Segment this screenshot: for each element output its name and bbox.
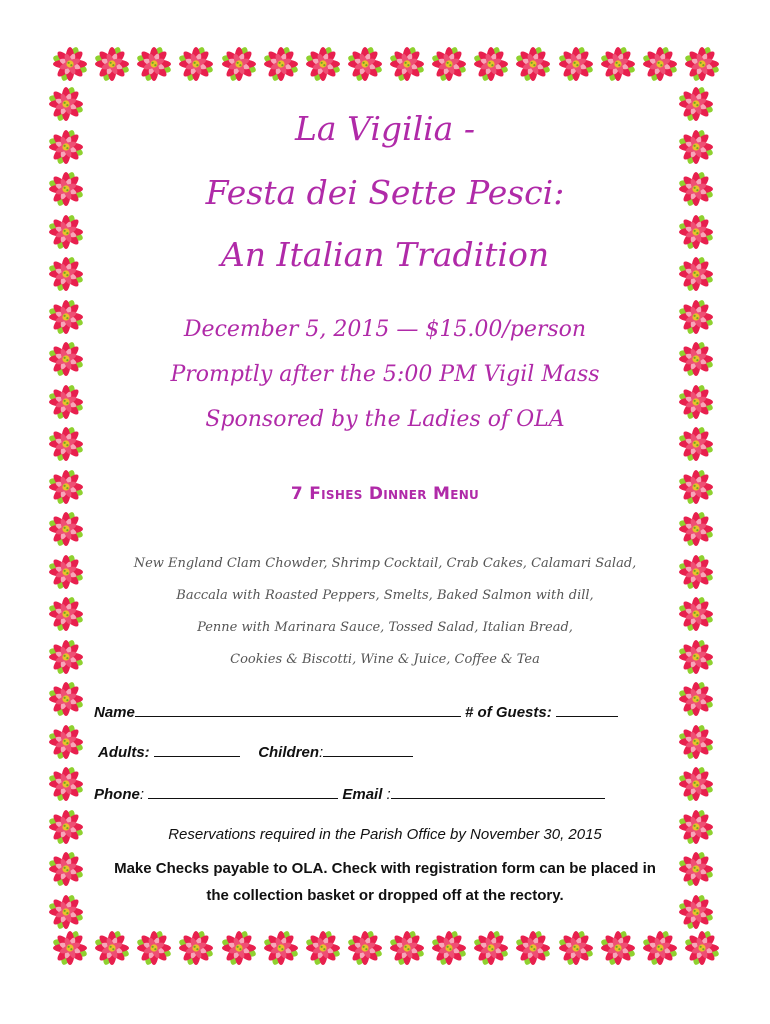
poinsettia-icon bbox=[387, 928, 427, 968]
event-date-price: December 5, 2015 — $15.00/person bbox=[183, 317, 587, 342]
poinsettia-icon bbox=[676, 212, 716, 252]
poinsettia-icon bbox=[46, 297, 86, 337]
poinsettia-icon bbox=[676, 424, 716, 464]
title-line-1: La Vigilia - bbox=[295, 109, 475, 148]
flyer-content bbox=[92, 92, 678, 926]
poinsettia-icon bbox=[46, 892, 86, 932]
poinsettia-icon bbox=[46, 849, 86, 889]
poinsettia-icon bbox=[387, 44, 427, 84]
poinsettia-icon bbox=[176, 928, 216, 968]
poinsettia-icon bbox=[46, 84, 86, 124]
poinsettia-icon bbox=[676, 892, 716, 932]
poinsettia-icon bbox=[676, 84, 716, 124]
children-field[interactable] bbox=[323, 744, 413, 757]
poinsettia-icon bbox=[513, 928, 553, 968]
poinsettia-icon bbox=[46, 169, 86, 209]
menu-heading: 7 Fishes Dinner Menu bbox=[290, 484, 480, 504]
name-label: Name bbox=[94, 704, 135, 721]
border-left bbox=[46, 84, 92, 932]
guests-field[interactable] bbox=[556, 704, 618, 717]
poinsettia-icon bbox=[303, 928, 343, 968]
poinsettia-icon bbox=[676, 722, 716, 762]
payment-note-line-2: the collection basket or dropped off at the rectory. bbox=[206, 887, 564, 904]
poinsettia-icon bbox=[134, 44, 174, 84]
poinsettia-icon bbox=[676, 127, 716, 167]
reservation-note: Reservations required in the Parish Office by November 30, 2015 bbox=[168, 826, 602, 843]
name-guests-row bbox=[94, 704, 618, 721]
title-line-2: Festa dei Sette Pesci: bbox=[205, 173, 565, 212]
poinsettia-icon bbox=[676, 254, 716, 294]
poinsettia-icon bbox=[50, 928, 90, 968]
poinsettia-icon bbox=[471, 44, 511, 84]
poinsettia-icon bbox=[46, 552, 86, 592]
poinsettia-icon bbox=[219, 928, 259, 968]
poinsettia-icon bbox=[261, 928, 301, 968]
adults-field[interactable] bbox=[154, 744, 240, 757]
email-field[interactable] bbox=[391, 786, 605, 799]
name-field[interactable] bbox=[135, 704, 461, 717]
event-sponsor: Sponsored by the Ladies of OLA bbox=[205, 407, 565, 432]
poinsettia-icon bbox=[682, 44, 722, 84]
poinsettia-icon bbox=[46, 254, 86, 294]
border-bottom bbox=[50, 928, 722, 974]
poinsettia-icon bbox=[676, 297, 716, 337]
poinsettia-icon bbox=[50, 44, 90, 84]
poinsettia-icon bbox=[640, 928, 680, 968]
phone-field[interactable] bbox=[148, 786, 338, 799]
poinsettia-icon bbox=[676, 679, 716, 719]
poinsettia-icon bbox=[429, 44, 469, 84]
poinsettia-icon bbox=[46, 807, 86, 847]
phone-email-row: Phone: Email : bbox=[94, 786, 605, 803]
poinsettia-icon bbox=[640, 44, 680, 84]
poinsettia-icon bbox=[345, 928, 385, 968]
poinsettia-icon bbox=[46, 509, 86, 549]
event-time: Promptly after the 5:00 PM Vigil Mass bbox=[170, 362, 600, 387]
poinsettia-icon bbox=[46, 722, 86, 762]
poinsettia-icon bbox=[598, 44, 638, 84]
poinsettia-icon bbox=[303, 44, 343, 84]
menu-line: Baccala with Roasted Peppers, Smelts, Baked Salmon with dill, bbox=[176, 588, 594, 603]
poinsettia-icon bbox=[92, 928, 132, 968]
children-label: Children bbox=[258, 744, 320, 761]
poinsettia-icon bbox=[676, 637, 716, 677]
payment-note-line-1: Make Checks payable to OLA. Check with registration form can be placed in bbox=[114, 860, 656, 877]
phone-label: Phone bbox=[94, 786, 140, 803]
poinsettia-icon bbox=[345, 44, 385, 84]
border-top bbox=[50, 44, 722, 90]
poinsettia-icon bbox=[598, 928, 638, 968]
poinsettia-icon bbox=[676, 764, 716, 804]
poinsettia-icon bbox=[134, 928, 174, 968]
email-label: Email bbox=[342, 786, 383, 803]
poinsettia-icon bbox=[46, 339, 86, 379]
adults-label: Adults: bbox=[98, 744, 150, 761]
poinsettia-icon bbox=[429, 928, 469, 968]
poinsettia-icon bbox=[676, 339, 716, 379]
poinsettia-icon bbox=[46, 679, 86, 719]
poinsettia-icon bbox=[676, 467, 716, 507]
poinsettia-icon bbox=[556, 928, 596, 968]
poinsettia-icon bbox=[46, 467, 86, 507]
poinsettia-icon bbox=[676, 807, 716, 847]
poinsettia-icon bbox=[46, 382, 86, 422]
poinsettia-icon bbox=[46, 212, 86, 252]
title-line-3: An Italian Tradition bbox=[220, 235, 550, 274]
poinsettia-icon bbox=[46, 127, 86, 167]
poinsettia-icon bbox=[219, 44, 259, 84]
poinsettia-icon bbox=[46, 637, 86, 677]
poinsettia-icon bbox=[676, 169, 716, 209]
menu-line: New England Clam Chowder, Shrimp Cocktail, Crab Cakes, Calamari Salad, bbox=[133, 556, 637, 571]
poinsettia-icon bbox=[46, 424, 86, 464]
poinsettia-icon bbox=[676, 849, 716, 889]
poinsettia-icon bbox=[176, 44, 216, 84]
payment-note bbox=[92, 855, 678, 909]
poinsettia-icon bbox=[513, 44, 553, 84]
poinsettia-icon bbox=[92, 44, 132, 84]
poinsettia-icon bbox=[46, 594, 86, 634]
poinsettia-icon bbox=[46, 764, 86, 804]
poinsettia-icon bbox=[676, 552, 716, 592]
poinsettia-icon bbox=[556, 44, 596, 84]
poinsettia-icon bbox=[682, 928, 722, 968]
guests-label: # of Guests: bbox=[465, 704, 552, 721]
poinsettia-icon bbox=[261, 44, 301, 84]
poinsettia-icon bbox=[676, 509, 716, 549]
menu-line: Cookies & Biscotti, Wine & Juice, Coffee & Tea bbox=[230, 652, 540, 667]
border-right bbox=[676, 84, 722, 932]
adults-children-row: Adults: Children: bbox=[98, 744, 413, 761]
poinsettia-icon bbox=[471, 928, 511, 968]
poinsettia-icon bbox=[676, 382, 716, 422]
poinsettia-icon bbox=[676, 594, 716, 634]
menu-line: Penne with Marinara Sauce, Tossed Salad, Italian Bread, bbox=[197, 620, 573, 635]
